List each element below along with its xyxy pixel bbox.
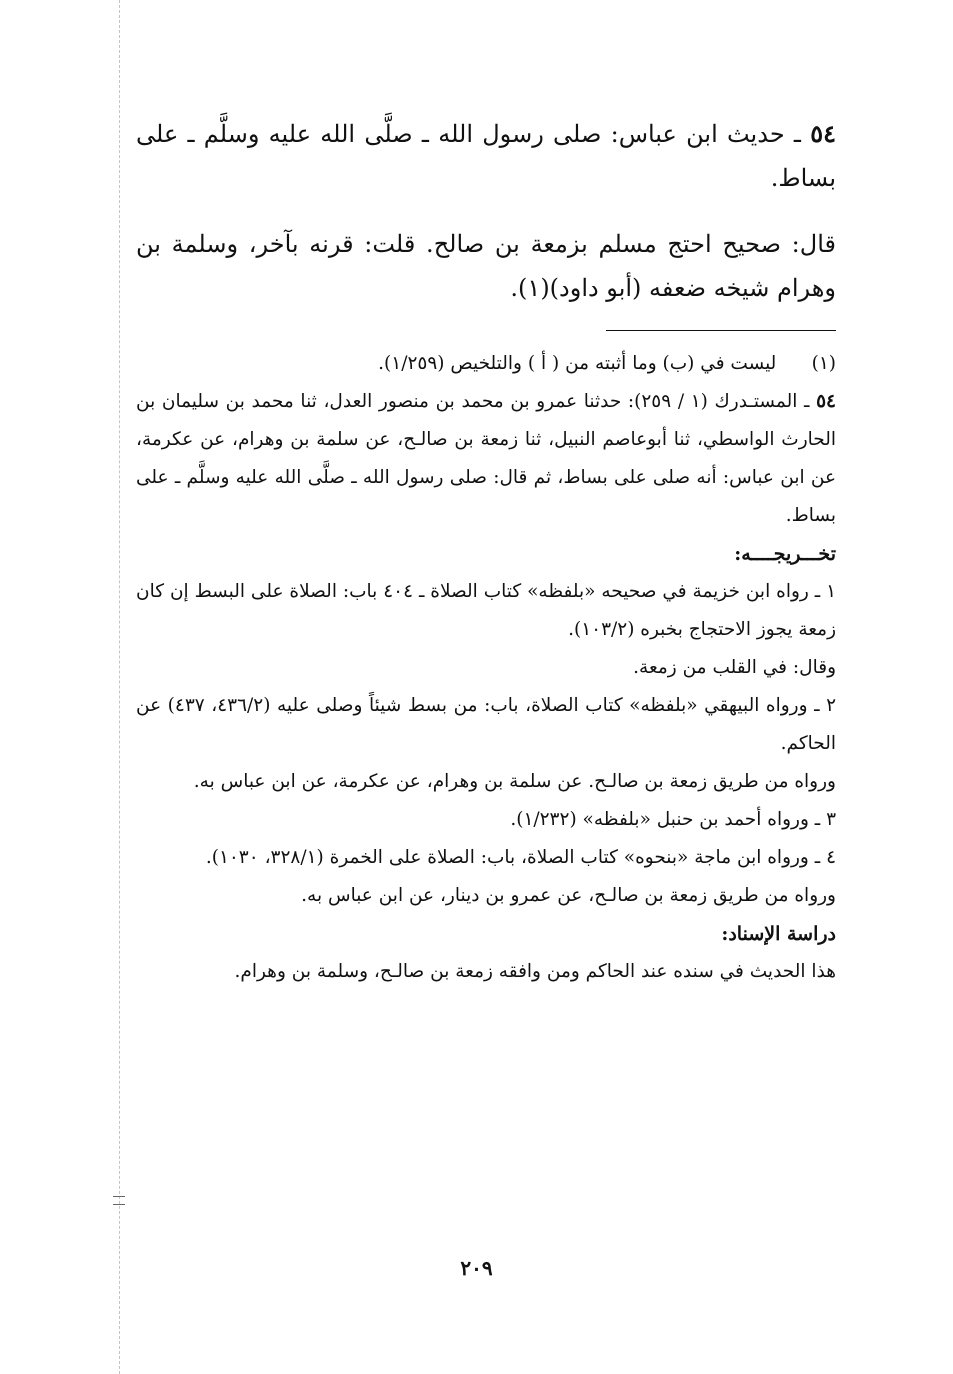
hadith-line: ـ حديث ابن عباس: صلى رسول الله ـ صلَّى الله عليه وسلَّم ـ على بساط. [136,120,836,192]
takhrij-item: ورواه من طريق زمعة بن صالـح. عن سلمة بن وهرام، عن عكرمة، عن ابن عباس به. [193,771,836,792]
page-body [136,112,836,991]
isnad-text: هذا الحديث في سنده عند الحاكم ومن وافقه زمعة بن صالـح، وسلمة بن وهرام. [234,961,836,982]
takhrij-heading: تخـــريجــــه: [734,543,836,565]
hadith-block [136,112,836,310]
footnote-marker: (١) [811,353,836,374]
takhrij-item: ١ ـ رواه ابن خزيمة في صحيحه «بلفظه» كتاب الصلاة ـ ٤٠٤ باب: الصلاة على البسط إن كان زمعة يجوز الاحتجاج بخبره (١٠٣/٢). [136,581,837,640]
commentary-number: ٥٤ [816,391,836,412]
isnad-heading: دراسة الإسناد: [721,923,836,945]
notes-block [136,345,836,991]
commentary-text: ـ المستـدرك (١ / ٢٥٩): حدثنا عمرو بن محمد بن منصور العدل، ثنا محمد بن سليمان بن الحارث الواسطي، ثنا أبوعاصم النبيل، ثنا زمعة بن صالـح، عن سلمة بن وهرام، عن عكرمة، عن ابن عباس: أنه صلى على بساط، ثم قال: صلى رسول الله ـ صلَّى الله عليه وسلَّم ـ على بساط. [136,391,836,526]
page-number: ٢٠٩ [460,1256,493,1280]
margin-line [119,0,120,1374]
footnote-separator [606,330,836,331]
commentary [136,383,836,535]
footnote-text: ليست في (ب) وما أثبته من ( أ ) والتلخيص (١/٢٥٩). [378,353,777,374]
takhrij-item: ٤ ـ ورواه ابن ماجة «بنحوه» كتاب الصلاة، باب: الصلاة على الخمرة (٣٢٨/١، ١٠٣٠). [205,847,836,868]
takhrij-item: ورواه من طريق زمعة بن صالـح، عن عمرو بن دينار، عن ابن عباس به. [301,885,836,906]
takhrij-item: وقال: في القلب من زمعة. [633,657,836,678]
takhrij-item: ٢ ـ ورواه البيهقي «بلفظه» كتاب الصلاة، باب: من بسط شيئاً وصلى عليه (٤٣٦/٢، ٤٣٧) عن الحاكم. [136,695,836,754]
takhrij-item: ٣ ـ ورواه أحمد بن حنبل «بلفظه» (١/٢٣٢). [510,809,836,830]
footnote [136,345,836,383]
hadith-ruling: قال: صحيح احتج مسلم بزمعة بن صالح. قلت: قرنه بآخر، وسلمة بن وهرام شيخه ضعفه (أبو داود)(١). [136,230,836,302]
hadith-text [136,112,836,200]
hadith-number: ٥٤ [810,119,836,148]
margin-mark [113,1196,125,1205]
